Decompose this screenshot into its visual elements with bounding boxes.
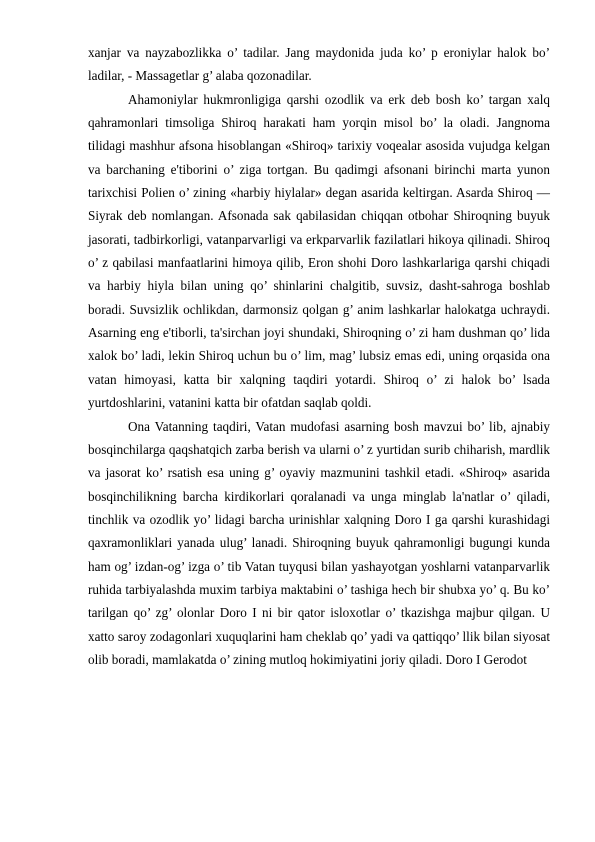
body-text — [88, 41, 550, 671]
paragraph-shiroq-legend: Ahamoniylar hukmronligiga qarshi ozodlik va erk deb bosh ko’ targan xalq qahramonlari timsoliga Shiroq harakati ham yorqin misol bo’ la oladi. Jangnoma tilidagi mashhur afsona hisoblangan «Shiroq» tarixiy voqealar asosida vujudga kelgan va barchaning e'tiborini o’ ziga tortgan. Bu qadimgi afsonani birinchi marta yunon tarixchisi Polien o’ zining «harbiy hiylalar» degan asarida keltirgan. Asarda Shiroq — Siyrak deb nomlangan. Afsonada sak qabilasidan chiqqan otbohar Shiroqning buyuk jasorati, tadbirkorligi, vatanparvarligi va erkparvarlik fazilatlari hikoya qilinadi. Shiroq o’ z qabilasi manfaatlarini himoya qilib, Eron shohi Doro lashkarlariga qarshi chiqadi va harbiy hiyla bilan uning qo’ shinlarini chalgitib, suvsiz, dasht-sahroga boshlab boradi. Suvsizlik ochlikdan, darmonsiz qolgan g’ anim lashkarlar halokatga uchraydi. Asarning eng e'tiborli, ta'sirchan joyi shundaki, Shiroqning o’ zi ham dushman qo’ lida xalok bo’ ladi, lekin Shiroq uchun bu o’ lim, mag’ lubsiz emas edi, uning orqasida ona vatan himoyasi, katta bir xalqning taqdiri yotardi. Shiroq o’ zi halok bo’ lsada yurtdoshlarini, vatanini katta bir ofatdan saqlab qoldi. — [88, 91, 550, 411]
paragraph-homeland-defense: Ona Vatanning taqdiri, Vatan mudofasi asarning bosh mavzui bo’ lib, ajnabiy bosqinchilarga qaqshatqich zarba berish va ularni o’ z yurtidan surib chiharish, mardlik va jasorat ko’ rsatish esa uning g’ oyaviy mazmunini tashkil etadi. «Shiroq» asarida bosqinchilikning barcha kirdikorlari qoralanadi va unga minglab la'natlar o’ qiladi, tinchlik va ozodlik yo’ lidagi barcha urinishlar xalqning Doro I ga qarshi kurashidagi qaxramonliklari yanada ulug’ lanadi. Shiroqning buyuk qahramonligi bugungi kunda ham og’ izdan-og’ izga o’ tib Vatan tuyqusi bilan yashayotgan yoshlarni vatanparvarlik ruhida tarbiyalashda muxim tarbiya maktabini o’ tashiga hech bir shubxa yo’ q. Bu ko’ tarilgan qo’ zg’ olonlar Doro I ni bir qator isloxotlar o’ tkazishga majbur qilgan. U xatto saroy zodagonlari xuquqlarini ham cheklab qo’ yadi va qattiqqo’ llik bilan siyosat olib boradi, mamlakatda o’ zining mutloq hokimiyatini joriy qiladi. Doro I Gerodot — [88, 418, 550, 667]
paragraph-continuation: xanjar va nayzabozlikka o’ tadilar. Jang maydonida juda ko’ p eroniylar halok bo’ ladilar, - Massagetlar g’ alaba qozonadilar. — [88, 45, 550, 84]
